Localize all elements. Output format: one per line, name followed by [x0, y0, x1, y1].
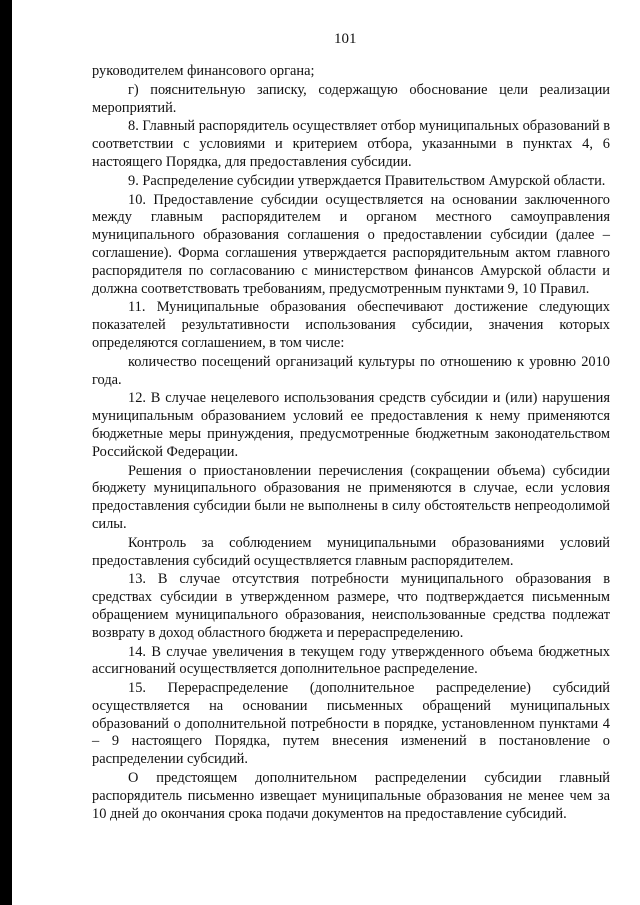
page-number: 101: [334, 31, 357, 47]
paragraph: 10. Предоставление субсидии осуществляется на основании заключенного между главным распорядителем и органом местного самоуправления муниципального образования соглашения о предоставлении субсидии (далее – соглашение). Форма соглашения утверждается распорядительным актом главного распорядителя по согласованию с министерством финансов Амурской области и должна соответствовать требованиям, предусмотренным пунктами 9, 10 Правил.: [92, 191, 610, 297]
paragraph: г) пояснительную записку, содержащую обоснование цели реализации мероприятий.: [92, 81, 610, 116]
paragraph: Контроль за соблюдением муниципальными образованиями условий предоставления субсидий осуществляется главным распорядителем.: [92, 534, 610, 569]
paragraph: 12. В случае нецелевого использования средств субсидии и (или) нарушения муниципальным образованием условий ее предоставления к нему применяются бюджетные меры принуждения, предусмотренные бюджетным законодательством Российской Федерации.: [92, 390, 610, 460]
paragraph: Решения о приостановлении перечисления (сокращении объема) субсидии бюджету муниципального образования не применяются в случае, если условия предоставления субсидии были не выполнены в силу обстоятельств непреодолимой силы.: [92, 462, 610, 532]
paragraph: 13. В случае отсутствия потребности муниципального образования в средствах субсидии в утвержденном размере, что подтверждается письменным обращением муниципального образования, неиспользованные средства подлежат возврату в доход областного бюджета и перераспределению.: [92, 571, 610, 641]
paragraph: О предстоящем дополнительном распределении субсидии главный распорядитель письменно извещает муниципальные образования не менее чем за 10 дней до окончания срока подачи документов на предоставление субсидий.: [92, 770, 610, 822]
scan-edge-shadow: [0, 0, 12, 905]
paragraph: 11. Муниципальные образования обеспечивают достижение следующих показателей результативности использования субсидии, значения которых определяются соглашением, в том числе:: [92, 299, 610, 351]
paragraph: 9. Распределение субсидии утверждается Правительством Амурской области.: [128, 172, 606, 189]
paragraph: 14. В случае увеличения в текущем году утвержденного объема бюджетных ассигнований осуществляется дополнительное распределение.: [92, 643, 610, 678]
paragraph: 15. Перераспределение (дополнительное распределение) субсидий осуществляется на основании письменных обращений муниципальных образований о дополнительной потребности в порядке, установленном пунктами 4 – 9 настоящего Порядка, путем внесения изменений в постановление о распределении субсидий.: [92, 680, 610, 768]
document-body: [92, 63, 610, 824]
paragraph: руководителем финансового органа;: [92, 63, 315, 79]
paragraph: 8. Главный распорядитель осуществляет отбор муниципальных образований в соответствии с условиями и критерием отбора, указанными в пунктах 4, 6 настоящего Порядка, для предоставления субсидии.: [92, 118, 610, 170]
paragraph: количество посещений организаций культуры по отношению к уровню 2010 года.: [92, 353, 610, 388]
